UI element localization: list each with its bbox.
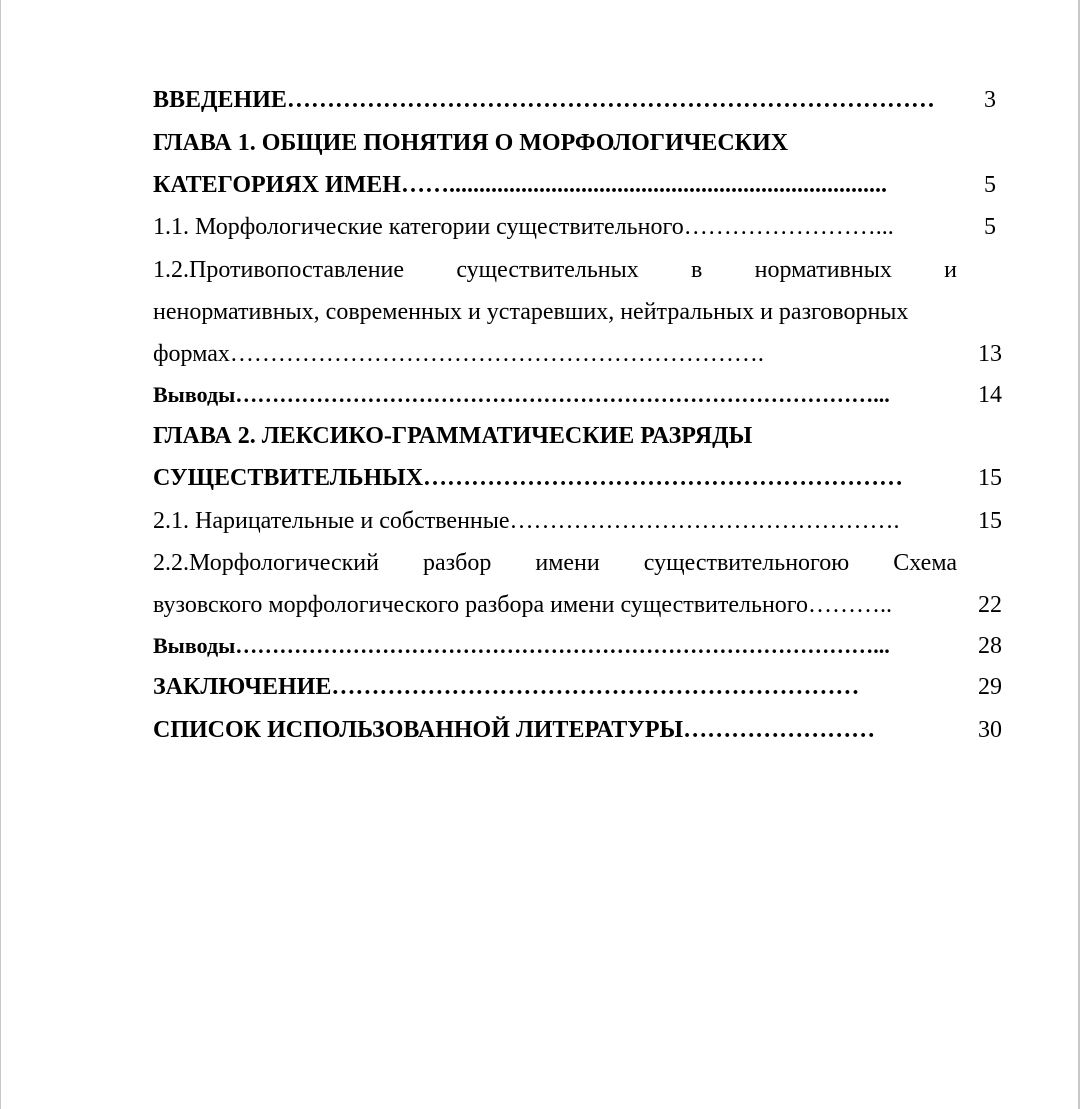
- page-left-edge: [0, 0, 1, 1109]
- toc-entry-intro: ВВЕДЕНИЕ………………………………………………………………………: [153, 87, 935, 113]
- toc-entry-conclusion: ЗАКЛЮЧЕНИЕ…………………………………………………………: [153, 674, 860, 700]
- toc-entry-section-2-2-line2: вузовского морфологического разбора имени существительного………..: [153, 592, 893, 618]
- toc-page-intro: 3: [984, 87, 996, 113]
- toc-page-conclusions-1: 14: [978, 382, 1002, 408]
- toc-page-section-2-2: 22: [978, 592, 1002, 618]
- toc-entry-conclusions-2: Выводы……………………………………………………………………………...: [153, 633, 890, 658]
- toc-page-chapter2: 15: [978, 465, 1002, 491]
- toc-page-conclusion: 29: [978, 674, 1002, 700]
- toc-entry-chapter1-line1: ГЛАВА 1. ОБЩИЕ ПОНЯТИЯ О МОРФОЛОГИЧЕСКИХ: [153, 130, 789, 156]
- toc-entry-section-1-2-line1: 1.2.Противопоставление существительных в нормативных и: [153, 257, 957, 283]
- toc-entry-bibliography: СПИСОК ИСПОЛЬЗОВАННОЙ ЛИТЕРАТУРЫ……………………: [153, 717, 876, 743]
- toc-page-conclusions-2: 28: [978, 633, 1002, 659]
- toc-page-section-1-1: 5: [984, 214, 996, 240]
- toc-entry-chapter2-line2: СУЩЕСТВИТЕЛЬНЫХ……………………………………………………: [153, 465, 904, 491]
- toc-page-section-1-2: 13: [978, 341, 1002, 367]
- toc-entry-section-2-1: 2.1. Нарицательные и собственные………………………………………….: [153, 508, 900, 534]
- toc-entry-section-1-2-line3: формах………………………………………………………….: [153, 341, 764, 367]
- toc-page-section-2-1: 15: [978, 508, 1002, 534]
- toc-entry-chapter2-line1: ГЛАВА 2. ЛЕКСИКО-ГРАММАТИЧЕСКИЕ РАЗРЯДЫ: [153, 423, 753, 449]
- toc-page-chapter1: 5: [984, 172, 996, 198]
- toc-page-bibliography: 30: [978, 717, 1002, 743]
- toc-entry-section-1-1: 1.1. Морфологические категории существительного……………………...: [153, 214, 894, 240]
- toc-entry-conclusions-1: Выводы……………………………………………………………………………...: [153, 382, 890, 407]
- toc-entry-chapter1-line2: КАТЕГОРИЯХ ИМЕН…….........................................................................: [153, 172, 887, 198]
- toc-entry-section-2-2-line1: 2.2.Морфологический разбор имени существительногою Схема: [153, 550, 957, 576]
- toc-entry-section-1-2-line2: ненормативных, современных и устаревших, нейтральных и разговорных: [153, 299, 909, 325]
